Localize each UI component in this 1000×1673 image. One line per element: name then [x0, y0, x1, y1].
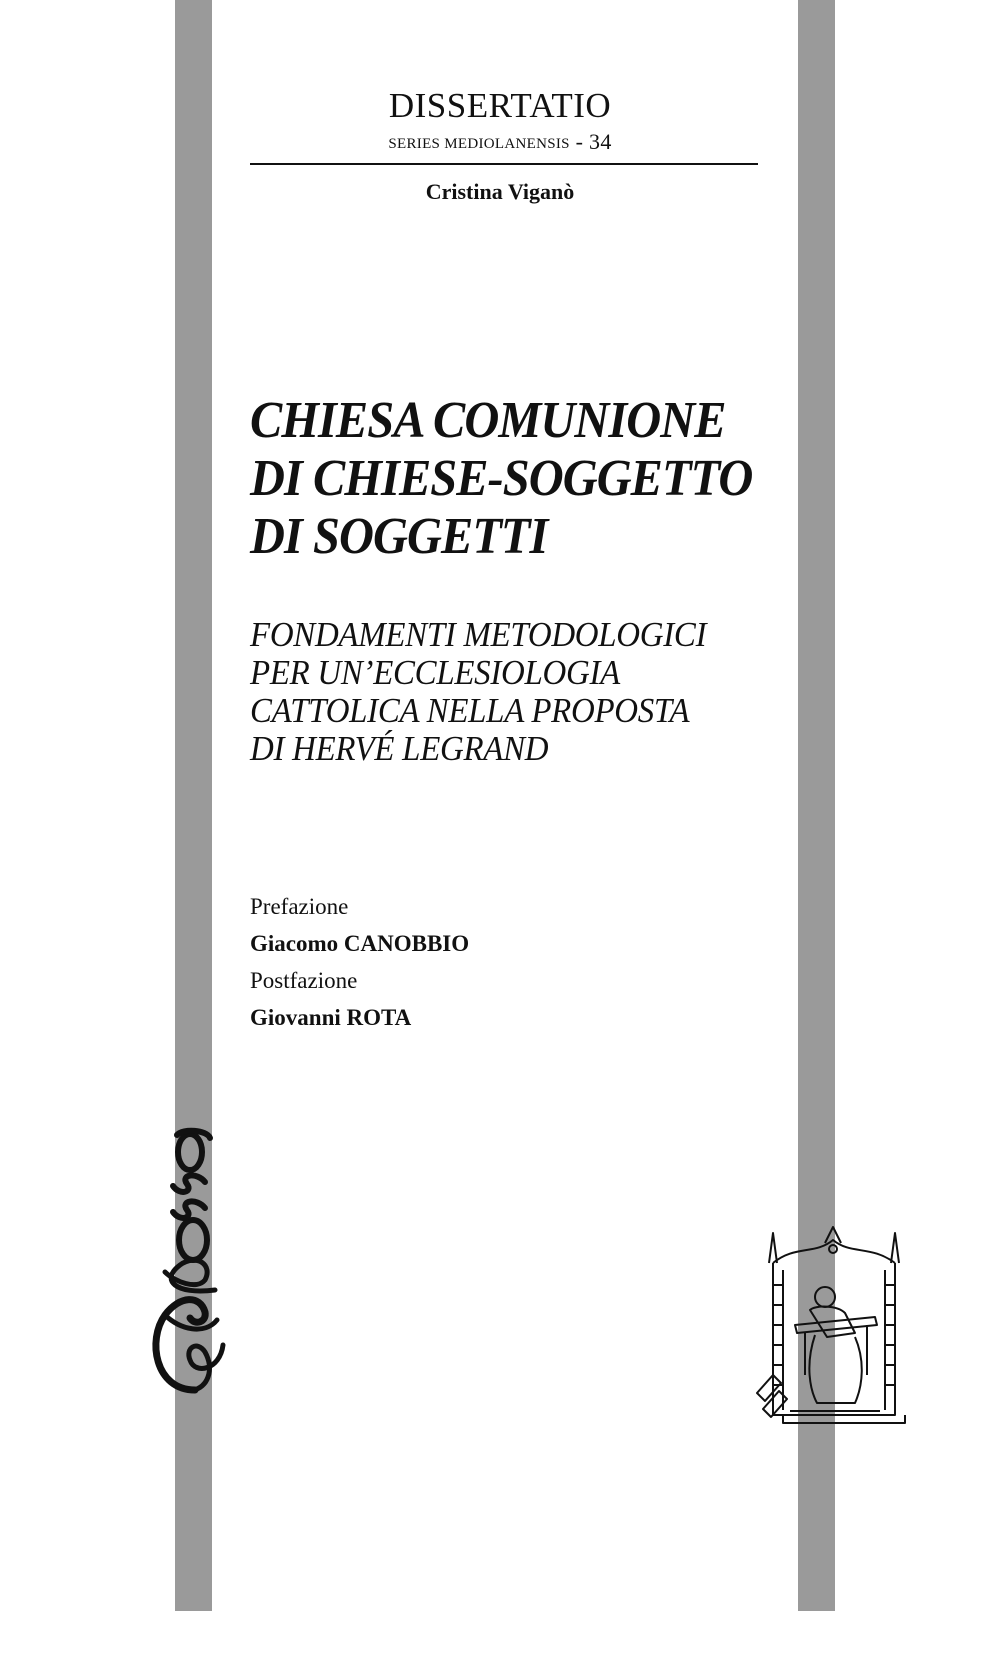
preface-author: Giacomo CANOBBIO: [250, 931, 470, 956]
glossa-script-logo: [135, 1090, 230, 1420]
postface-author: Giovanni ROTA: [250, 1005, 412, 1030]
subtitle-line: DI HERVÉ LEGRAND: [250, 729, 549, 768]
subtitle-line: FONDAMENTI METODOLOGICI: [250, 615, 707, 654]
series-title: DISSERTATIO: [388, 86, 612, 125]
credits: [250, 888, 469, 1036]
author-name: Cristina Viganò: [425, 179, 575, 204]
main-title-line: DI CHIESE-SOGGETTO: [250, 450, 753, 507]
main-title: [250, 392, 752, 566]
header-rule: [250, 163, 758, 165]
series-subtitle-line: [0, 131, 1000, 153]
subtitle-line: CATTOLICA NELLA PROPOSTA: [250, 691, 690, 730]
preface-label: Prefazione: [250, 894, 349, 919]
subtitle: [250, 616, 748, 768]
main-title-line: CHIESA COMUNIONE: [250, 392, 726, 449]
main-title-line: DI SOGGETTI: [250, 508, 548, 565]
series-number: 34: [589, 129, 612, 154]
series-subtitle: SERIES MEDIOLANENSIS: [388, 136, 570, 152]
subtitle-line: PER UN’ECCLESIOLOGIA: [250, 653, 620, 692]
series-separator: -: [569, 129, 590, 154]
postface-label: Postfazione: [250, 968, 358, 993]
scribe-at-desk-emblem: [755, 1225, 910, 1425]
